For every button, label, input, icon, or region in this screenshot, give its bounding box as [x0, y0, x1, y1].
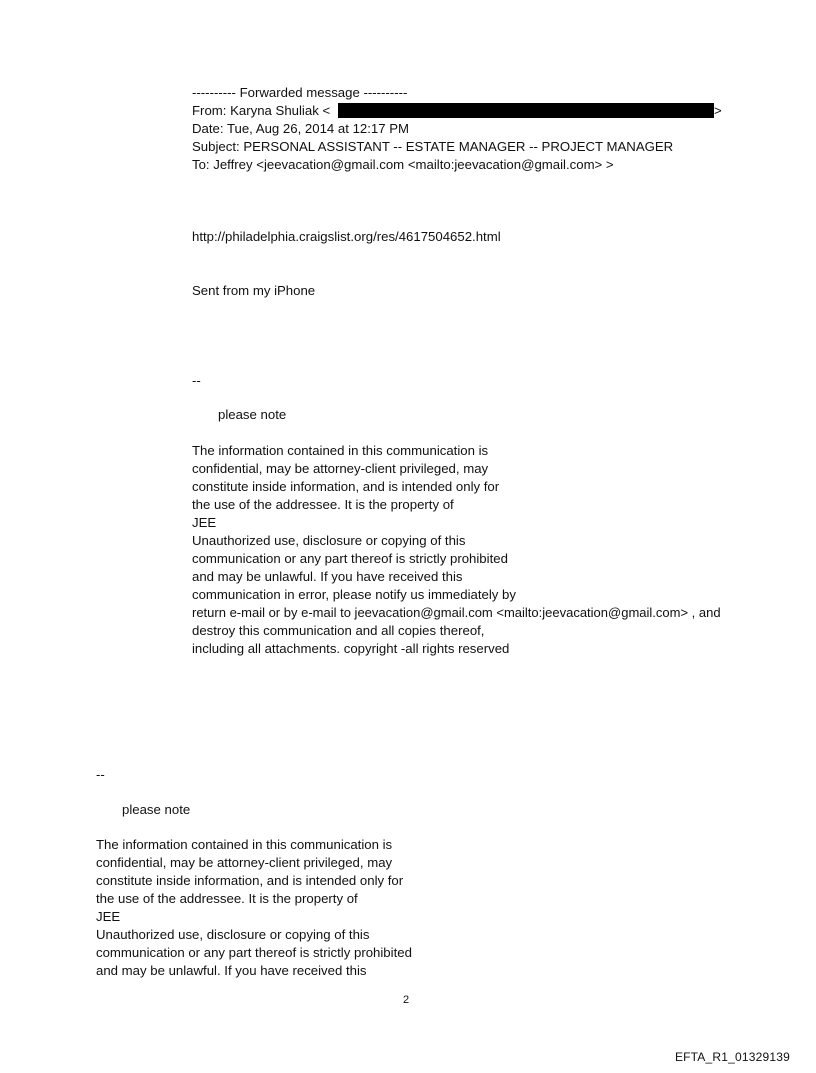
outer-disclaimer-line: and may be unlawful. If you have received this — [96, 963, 367, 978]
inner-separator: -- — [192, 373, 201, 388]
inner-disclaimer-line: JEE — [192, 515, 217, 530]
outer-disclaimer-line: communication or any part thereof is strictly prohibited — [96, 945, 412, 960]
to-line: To: Jeffrey <jeevacation@gmail.com <mailto:jeevacation@gmail.com> > — [192, 157, 614, 172]
outer-disclaimer-line: Unauthorized use, disclosure or copying of this — [96, 927, 370, 942]
outer-separator: -- — [96, 767, 105, 782]
inner-disclaimer-line: constitute inside information, and is intended only for — [192, 479, 500, 494]
outer-disclaimer-line: confidential, may be attorney-client privileged, may — [96, 855, 393, 870]
inner-disclaimer-line: communication in error, please notify us immediately by — [192, 587, 516, 602]
outer-disclaimer-line: constitute inside information, and is intended only for — [96, 873, 404, 888]
redaction-bar — [338, 103, 714, 118]
date-line: Date: Tue, Aug 26, 2014 at 12:17 PM — [192, 121, 410, 136]
craigslist-link[interactable]: http://philadelphia.craigslist.org/res/4617504652.html — [192, 229, 501, 244]
inner-disclaimer-line: and may be unlawful. If you have received this — [192, 569, 463, 584]
inner-disclaimer-line: return e-mail or by e-mail to jeevacation@gmail.com <mailto:jeevacation@gmail.com> , and — [192, 605, 721, 620]
forward-header: ---------- Forwarded message ---------- — [192, 85, 408, 100]
subject-line: Subject: PERSONAL ASSISTANT -- ESTATE MANAGER -- PROJECT MANAGER — [192, 139, 674, 154]
page-number: 2 — [403, 994, 410, 1006]
outer-disclaimer-line: The information contained in this communication is — [96, 837, 393, 852]
inner-disclaimer-line: including all attachments. copyright -all rights reserved — [192, 641, 510, 656]
outer-disclaimer-line: JEE — [96, 909, 121, 924]
inner-disclaimer-line: communication or any part thereof is strictly prohibited — [192, 551, 508, 566]
outer-please-note: please note — [122, 802, 191, 817]
from-label: From: Karyna Shuliak < — [192, 103, 331, 118]
document-id: EFTA_R1_01329139 — [674, 1050, 790, 1064]
inner-disclaimer-line: The information contained in this communication is — [192, 443, 489, 458]
from-line — [192, 102, 330, 120]
inner-disclaimer-line: destroy this communication and all copies thereof, — [192, 623, 485, 638]
inner-disclaimer-line: the use of the addressee. It is the property of — [192, 497, 454, 512]
outer-disclaimer-line: the use of the addressee. It is the property of — [96, 891, 358, 906]
sent-from: Sent from my iPhone — [192, 283, 316, 298]
from-tail: > — [714, 103, 722, 118]
inner-please-note: please note — [218, 407, 287, 422]
inner-disclaimer-line: Unauthorized use, disclosure or copying of this — [192, 533, 466, 548]
inner-disclaimer-line: confidential, may be attorney-client privileged, may — [192, 461, 489, 476]
